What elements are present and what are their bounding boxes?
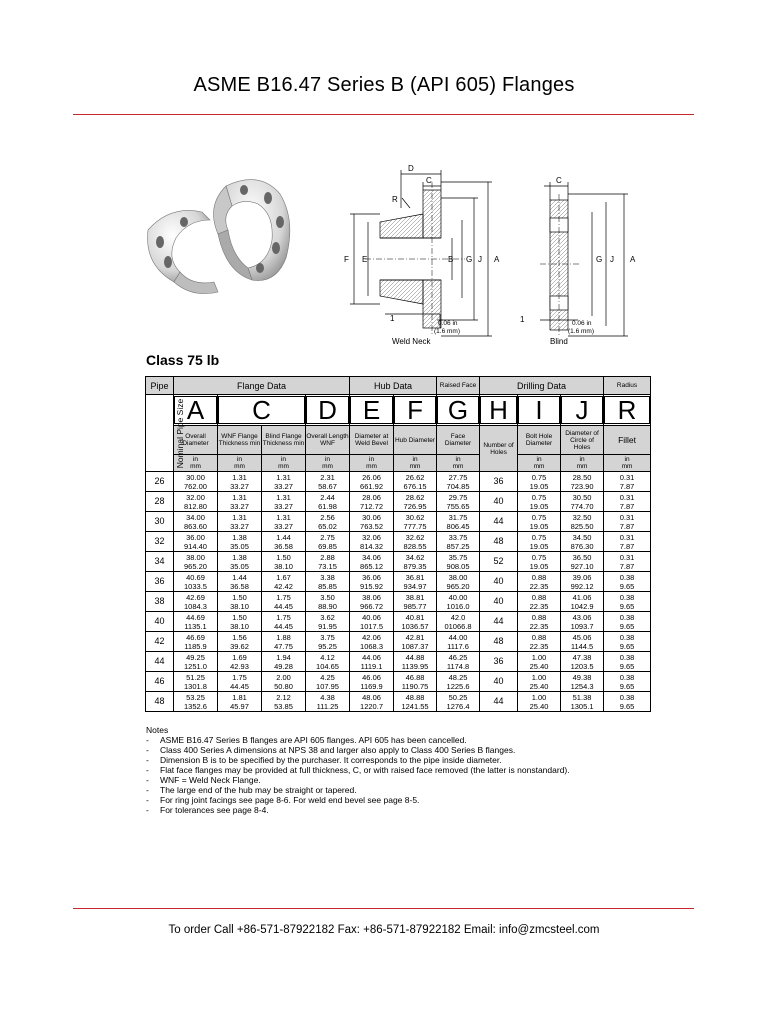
unit-cell: in mm <box>174 455 218 472</box>
dimension-cell: 40.69 1033.5 <box>174 572 218 592</box>
label-g-blind: G <box>596 255 603 264</box>
dimension-cell: 33.75 857.25 <box>437 532 480 552</box>
note-item <box>146 805 570 815</box>
dimension-cell: 0.75 19.05 <box>518 532 561 552</box>
dimension-cell: 40.00 1016.0 <box>437 592 480 612</box>
table-row <box>146 632 651 652</box>
letter-cell: D <box>306 395 350 426</box>
dimension-cell: 48.25 1225.6 <box>437 672 480 692</box>
pipe-size-cell: 48 <box>146 692 174 712</box>
dimension-cell: 1.31 33.27 <box>262 472 306 492</box>
table-row <box>146 512 651 532</box>
holes-cell: 36 <box>480 472 518 492</box>
dimension-cell: 49.25 1251.0 <box>174 652 218 672</box>
dimension-cell: 36.50 927.10 <box>561 552 604 572</box>
pipe-size-cell: 42 <box>146 632 174 652</box>
dimension-cell: 1.67 42.42 <box>262 572 306 592</box>
dimension-cell: 1.00 25.40 <box>518 652 561 672</box>
dimension-cell: 42.06 1068.3 <box>350 632 394 652</box>
dimension-cell: 44.88 1139.95 <box>394 652 437 672</box>
dimension-cell: 0.88 22.35 <box>518 612 561 632</box>
dimension-cell: 1.31 33.27 <box>262 512 306 532</box>
units-row <box>146 455 651 472</box>
table-row <box>146 652 651 672</box>
label-c-blind: C <box>556 176 562 185</box>
column-description: Bolt Hole Diameter <box>518 426 561 455</box>
holes-cell: 36 <box>480 652 518 672</box>
dimension-cell: 44.69 1135.1 <box>174 612 218 632</box>
note-bullet: - <box>146 805 149 815</box>
letter-cell: E <box>350 395 394 426</box>
label-g: G <box>466 255 473 264</box>
notes-list <box>146 735 570 815</box>
offset-note-blind-line2: (1.6 mm) <box>568 328 594 335</box>
pipe-size-cell: 36 <box>146 572 174 592</box>
letter-cell: F <box>394 395 437 426</box>
dimension-cell: 39.06 992.12 <box>561 572 604 592</box>
dimension-cell: 40.81 1036.57 <box>394 612 437 632</box>
dimension-cell: 44.06 1119.1 <box>350 652 394 672</box>
pipe-size-cell: 28 <box>146 492 174 512</box>
dimension-cell: 0.38 9.65 <box>604 692 651 712</box>
dimension-cell: 0.88 22.35 <box>518 592 561 612</box>
dimension-cell: 28.50 723.90 <box>561 472 604 492</box>
dimension-cell: 34.06 865.12 <box>350 552 394 572</box>
blind-caption: Blind <box>550 337 568 346</box>
dimension-cell: 1.94 49.28 <box>262 652 306 672</box>
holes-cell: 40 <box>480 572 518 592</box>
table-row <box>146 612 651 632</box>
dimension-cell: 32.62 828.55 <box>394 532 437 552</box>
label-a-blind: A <box>630 255 636 264</box>
note-bullet: - <box>146 735 149 745</box>
note-bullet: - <box>146 765 149 775</box>
flange-drawing <box>140 160 660 350</box>
dimension-cell: 26.06 661.92 <box>350 472 394 492</box>
dimension-cell: 1.00 25.40 <box>518 672 561 692</box>
dimension-cell: 46.69 1185.9 <box>174 632 218 652</box>
dimension-cell: 0.38 9.65 <box>604 652 651 672</box>
pipe-size-cell: 26 <box>146 472 174 492</box>
dimension-cell: 2.56 65.02 <box>306 512 350 532</box>
note-text: Class 400 Series A dimensions at NPS 38 and larger also apply to Class 400 Series B flanges. <box>160 745 516 755</box>
dimension-cell: 1.31 33.27 <box>218 472 262 492</box>
dimension-cell: 44.00 1117.6 <box>437 632 480 652</box>
dimension-cell: 46.88 1190.75 <box>394 672 437 692</box>
dimension-cell: 0.31 7.87 <box>604 472 651 492</box>
letter-cell: C <box>218 395 306 426</box>
dimension-cell: 1.50 38.10 <box>218 592 262 612</box>
note-text: ASME B16.47 Series B flanges are API 605 flanges. API 605 has been cancelled. <box>160 735 467 745</box>
dimension-cell: 1.88 47.75 <box>262 632 306 652</box>
column-description: Fillet <box>604 426 651 455</box>
note-text: The large end of the hub may be straight or tapered. <box>160 785 357 795</box>
dimension-cell: 38.00 965.20 <box>437 572 480 592</box>
letter-cell: H <box>480 395 518 426</box>
dimension-cell: 1.44 36.58 <box>218 572 262 592</box>
column-description: Overall Length WNF <box>306 426 350 455</box>
note-item <box>146 755 570 765</box>
note-bullet: - <box>146 795 149 805</box>
unit-cell: in mm <box>306 455 350 472</box>
column-description: Face Diameter <box>437 426 480 455</box>
dimension-cell: 29.75 755.65 <box>437 492 480 512</box>
dimension-cell: 1.38 35.05 <box>218 532 262 552</box>
group-hub-data: Hub Data <box>350 377 437 395</box>
dimension-cell: 0.31 7.87 <box>604 512 651 532</box>
dimension-cell: 1.69 42.93 <box>218 652 262 672</box>
offset-note-line1: 0.06 in <box>438 320 458 327</box>
holes-cell: 44 <box>480 692 518 712</box>
page-title: ASME B16.47 Series B (API 605) Flanges <box>193 74 575 96</box>
dimension-cell: 51.25 1301.8 <box>174 672 218 692</box>
dimension-cell: 32.06 814.32 <box>350 532 394 552</box>
dimension-cell: 27.75 704.85 <box>437 472 480 492</box>
dimension-cell: 47.38 1203.5 <box>561 652 604 672</box>
dimension-cell: 1.75 44.45 <box>218 672 262 692</box>
dimension-cell: 34.00 863.60 <box>174 512 218 532</box>
dimension-cell: 1.75 44.45 <box>262 592 306 612</box>
group-pipe: Pipe <box>146 377 174 395</box>
note-item <box>146 735 570 745</box>
letter-cell: J <box>561 395 604 426</box>
label-j-blind: J <box>610 255 614 264</box>
unit-cell: in mm <box>350 455 394 472</box>
offset-note-line2: (1.6 mm) <box>434 328 460 335</box>
dimension-cell: 0.38 9.65 <box>604 672 651 692</box>
pipe-size-cell: 40 <box>146 612 174 632</box>
dimension-cell: 0.75 19.05 <box>518 552 561 572</box>
label-b: B <box>448 255 454 264</box>
dimension-cell: 45.06 1144.5 <box>561 632 604 652</box>
flange-3d-icon <box>148 180 290 294</box>
flange-dimension-table <box>145 376 651 712</box>
dimension-cell: 0.75 19.05 <box>518 492 561 512</box>
dimension-cell: 32.50 825.50 <box>561 512 604 532</box>
dimension-cell: 30.50 774.70 <box>561 492 604 512</box>
dimension-cell: 46.25 1174.8 <box>437 652 480 672</box>
weld-neck-section-drawing <box>350 170 492 336</box>
letter-cell: I <box>518 395 561 426</box>
dimension-cell: 32.00 812.80 <box>174 492 218 512</box>
label-c: C <box>426 176 432 185</box>
holes-cell: 48 <box>480 532 518 552</box>
table-body <box>146 395 651 712</box>
dimension-cell: 1.38 35.05 <box>218 552 262 572</box>
note-text: Flat face flanges may be provided at full thickness, C, or with raised face removed (the latter is nonstandard). <box>160 765 570 775</box>
dimension-cell: 30.62 777.75 <box>394 512 437 532</box>
bottom-divider <box>73 908 694 909</box>
dimension-cell: 30.06 763.52 <box>350 512 394 532</box>
dimension-cell: 30.00 762.00 <box>174 472 218 492</box>
dimension-cell: 1.00 25.40 <box>518 692 561 712</box>
dimension-cell: 0.88 22.35 <box>518 632 561 652</box>
dimension-cell: 0.31 7.87 <box>604 532 651 552</box>
dimension-cell: 0.31 7.87 <box>604 492 651 512</box>
dimension-cell: 28.06 712.72 <box>350 492 394 512</box>
table-row <box>146 552 651 572</box>
note-text: WNF = Weld Neck Flange. <box>160 775 261 785</box>
pipe-size-cell: 46 <box>146 672 174 692</box>
dimension-cell: 35.75 908.05 <box>437 552 480 572</box>
table-row <box>146 692 651 712</box>
unit-cell: in mm <box>437 455 480 472</box>
dimension-cell: 36.06 915.92 <box>350 572 394 592</box>
label-e: E <box>362 255 368 264</box>
dimension-cell: 2.88 73.15 <box>306 552 350 572</box>
column-description: Hub Diameter <box>394 426 437 455</box>
dimension-cell: 0.38 9.65 <box>604 572 651 592</box>
dimension-cell: 1.56 39.62 <box>218 632 262 652</box>
holes-cell: 52 <box>480 552 518 572</box>
label-one-blind: 1 <box>520 315 525 324</box>
dimension-cell: 2.75 69.85 <box>306 532 350 552</box>
unit-cell: in mm <box>518 455 561 472</box>
dimension-cell: 38.81 985.77 <box>394 592 437 612</box>
weld-neck-caption: Weld Neck <box>392 337 431 346</box>
group-radius: Radius <box>604 377 651 395</box>
flange-illustrations <box>140 160 660 350</box>
dimension-cell: 43.06 1093.7 <box>561 612 604 632</box>
dimension-cell: 40.06 1017.5 <box>350 612 394 632</box>
holes-cell: 40 <box>480 672 518 692</box>
note-bullet: - <box>146 755 149 765</box>
notes <box>146 725 570 815</box>
dimension-cell: 3.38 85.85 <box>306 572 350 592</box>
unit-cell: in mm <box>561 455 604 472</box>
description-row <box>146 426 651 455</box>
dimension-cell: 4.12 104.65 <box>306 652 350 672</box>
pipe-size-cell: 34 <box>146 552 174 572</box>
dimension-cell: 34.62 879.35 <box>394 552 437 572</box>
note-text: For ring joint facings see page 8-6. For weld end bevel see page 8-5. <box>160 795 420 805</box>
dimension-cell: 31.75 806.45 <box>437 512 480 532</box>
note-bullet: - <box>146 785 149 795</box>
holes-cell: 44 <box>480 612 518 632</box>
dimension-cell: 2.12 53.85 <box>262 692 306 712</box>
letter-row <box>146 395 651 426</box>
holes-cell: 40 <box>480 592 518 612</box>
column-description: Overall Diameter <box>174 426 218 455</box>
dimension-cell: 1.44 36.58 <box>262 532 306 552</box>
dimension-cell: 1.75 44.45 <box>262 612 306 632</box>
dimension-cell: 41.06 1042.9 <box>561 592 604 612</box>
dimension-cell: 3.62 91.95 <box>306 612 350 632</box>
class-title: Class 75 lb <box>146 352 220 368</box>
contact-footer: To order Call +86-571-87922182 Fax: +86-571-87922182 Email: info@zmcsteel.com <box>168 924 600 936</box>
column-description: Diameter at Weld Bevel <box>350 426 394 455</box>
dimension-cell: 3.75 95.25 <box>306 632 350 652</box>
dimension-cell: 48.06 1220.7 <box>350 692 394 712</box>
blind-section-drawing <box>540 182 628 336</box>
group-flange-data: Flange Data <box>174 377 350 395</box>
dimension-cell: 2.44 61.98 <box>306 492 350 512</box>
table-row <box>146 572 651 592</box>
table-row <box>146 532 651 552</box>
dimension-cell: 50.25 1276.4 <box>437 692 480 712</box>
pipe-size-cell: 44 <box>146 652 174 672</box>
dimension-cell: 53.25 1352.6 <box>174 692 218 712</box>
note-item <box>146 745 570 755</box>
unit-cell: in mm <box>262 455 306 472</box>
group-raised-face: Raised Face <box>437 377 480 395</box>
label-one: 1 <box>390 314 395 323</box>
pipe-size-cell: 30 <box>146 512 174 532</box>
holes-cell: 40 <box>480 492 518 512</box>
label-f: F <box>344 255 349 264</box>
note-text: Dimension B is to be specified by the purchaser. It corresponds to the pipe inside diameter. <box>160 755 502 765</box>
note-text: For tolerances see page 8-4. <box>160 805 269 815</box>
label-j: J <box>478 255 482 264</box>
dimension-cell: 4.25 107.95 <box>306 672 350 692</box>
dimension-cell: 0.88 22.35 <box>518 572 561 592</box>
dimension-cell: 1.50 38.10 <box>218 612 262 632</box>
unit-cell: in mm <box>218 455 262 472</box>
unit-cell: in mm <box>604 455 651 472</box>
dimension-cell: 0.38 9.65 <box>604 612 651 632</box>
note-item <box>146 785 570 795</box>
table-row <box>146 672 651 692</box>
note-bullet: - <box>146 775 149 785</box>
nominal-pipe-size-header: Nominal Pipe Size <box>146 395 174 472</box>
label-d: D <box>408 164 414 173</box>
note-bullet: - <box>146 745 149 755</box>
dimension-cell: 1.50 38.10 <box>262 552 306 572</box>
dimension-cell: 4.38 111.25 <box>306 692 350 712</box>
dimension-cell: 2.31 58.67 <box>306 472 350 492</box>
note-item <box>146 775 570 785</box>
table-row <box>146 592 651 612</box>
letter-cell: R <box>604 395 651 426</box>
column-description: Number of Holes <box>480 426 518 472</box>
holes-cell: 44 <box>480 512 518 532</box>
dimension-cell: 42.0 01066.8 <box>437 612 480 632</box>
dimension-cell: 2.00 50.80 <box>262 672 306 692</box>
dimension-cell: 1.31 33.27 <box>262 492 306 512</box>
dimension-cell: 42.69 1084.3 <box>174 592 218 612</box>
dimension-cell: 34.50 876.30 <box>561 532 604 552</box>
note-item <box>146 795 570 805</box>
dimension-cell: 38.06 966.72 <box>350 592 394 612</box>
dimension-cell: 26.62 676.15 <box>394 472 437 492</box>
table-row <box>146 492 651 512</box>
dimension-cell: 1.81 45.97 <box>218 692 262 712</box>
offset-note-blind-line1: 0.06 in <box>572 320 592 327</box>
column-description: WNF Flange Thickness min <box>218 426 262 455</box>
top-divider <box>73 114 694 115</box>
letter-cell: A <box>174 395 218 426</box>
dimension-cell: 28.62 726.95 <box>394 492 437 512</box>
group-drilling-data: Drilling Data <box>480 377 604 395</box>
holes-cell: 48 <box>480 632 518 652</box>
dimension-cell: 42.81 1087.37 <box>394 632 437 652</box>
dimension-cell: 0.38 9.65 <box>604 592 651 612</box>
dimension-cell: 36.00 914.40 <box>174 532 218 552</box>
letter-cell: G <box>437 395 480 426</box>
dimension-cell: 51.38 1305.1 <box>561 692 604 712</box>
dimension-cell: 49.38 1254.3 <box>561 672 604 692</box>
dimension-cell: 0.75 19.05 <box>518 512 561 532</box>
dimension-cell: 46.06 1169.9 <box>350 672 394 692</box>
dimension-cell: 0.75 19.05 <box>518 472 561 492</box>
pipe-size-cell: 38 <box>146 592 174 612</box>
pipe-size-cell: 32 <box>146 532 174 552</box>
note-item <box>146 765 570 775</box>
column-description: Diameter of Circle of Holes <box>561 426 604 455</box>
unit-cell: in mm <box>394 455 437 472</box>
dimension-cell: 1.31 33.27 <box>218 512 262 532</box>
dimension-cell: 38.00 965.20 <box>174 552 218 572</box>
label-r: R <box>392 195 398 204</box>
dimension-cell: 3.50 88.90 <box>306 592 350 612</box>
dimension-cell: 36.81 934.97 <box>394 572 437 592</box>
column-description: Blind Flange Thickness min <box>262 426 306 455</box>
table-row <box>146 472 651 492</box>
notes-heading: Notes <box>146 725 169 735</box>
dimension-cell: 48.88 1241.55 <box>394 692 437 712</box>
label-a: A <box>494 255 500 264</box>
dimension-cell: 1.31 33.27 <box>218 492 262 512</box>
dimension-cell: 0.38 9.65 <box>604 632 651 652</box>
dimension-cell: 0.31 7.87 <box>604 552 651 572</box>
